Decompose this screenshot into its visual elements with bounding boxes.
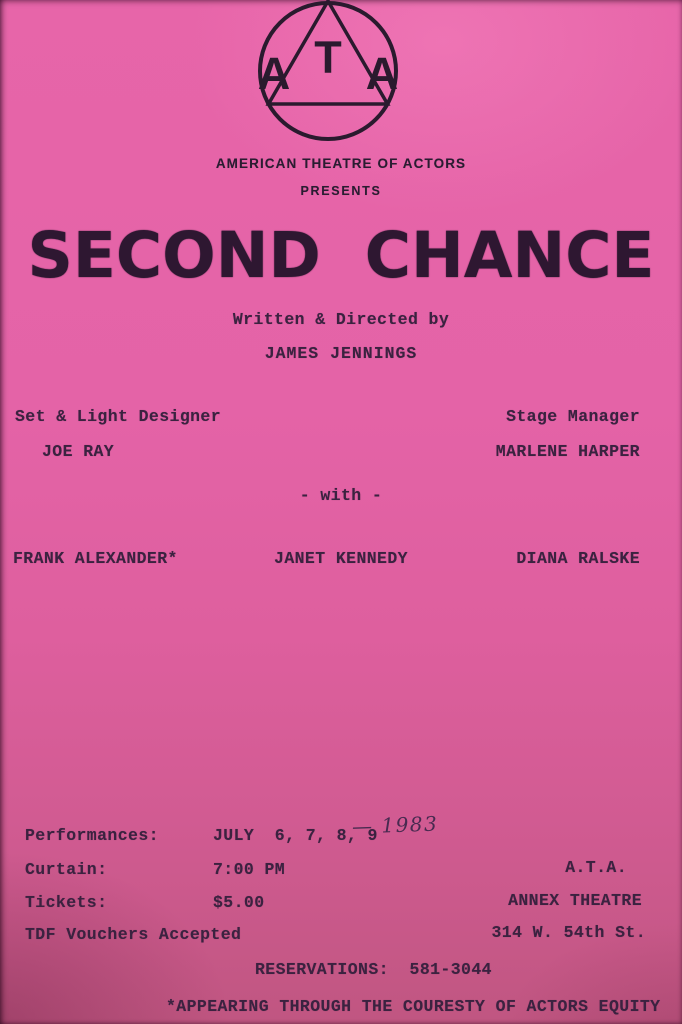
ticket-price: $5.00 [213,893,265,912]
venue-name: ANNEX THEATRE [508,891,642,910]
cast-member-3: DIANA RALSKE [516,549,640,568]
show-title-word-2: CHANCE [364,219,655,292]
credit-role-left: Set & Light Designer [15,407,222,426]
director-name: JAMES JENNINGS [264,344,418,363]
logo-letter-a-right: A [365,48,399,99]
logo-letter-t: T [314,32,342,83]
venue-address: 314 W. 54th St. [491,923,646,942]
performances-label: Performances: [25,826,159,845]
presents-label: PRESENTS [300,184,382,198]
credit-role-right: Stage Manager [506,407,640,426]
credit-name-left: JOE RAY [42,442,115,461]
show-title [0,219,682,292]
ata-logo-icon [250,0,422,152]
byline: Written & Directed by [232,310,450,329]
cast-member-2: JANET KENNEDY [274,549,408,568]
tickets-label: Tickets: [25,893,108,912]
with-divider: - with - [299,486,383,505]
organization-name: AMERICAN THEATRE OF ACTORS [215,156,467,171]
logo-letter-a-left: A [257,48,291,99]
equity-footnote: *APPEARING THROUGH THE COURESTY OF ACTORS EQUITY [166,997,661,1016]
credit-name-right: MARLENE HARPER [495,442,640,461]
curtain-time: 7:00 PM [213,860,286,879]
vouchers-note: TDF Vouchers Accepted [25,925,242,944]
performances-dates: JULY 6, 7, 8, 9 [213,826,378,845]
curtain-label: Curtain: [25,860,108,879]
venue-abbreviation: A.T.A. [565,858,627,877]
show-title-word-1: SECOND [27,219,321,292]
handwritten-year-note: — 1983 [351,811,439,839]
reservations-line: RESERVATIONS: 581-3044 [255,960,492,979]
cast-member-1: FRANK ALEXANDER* [13,549,178,568]
